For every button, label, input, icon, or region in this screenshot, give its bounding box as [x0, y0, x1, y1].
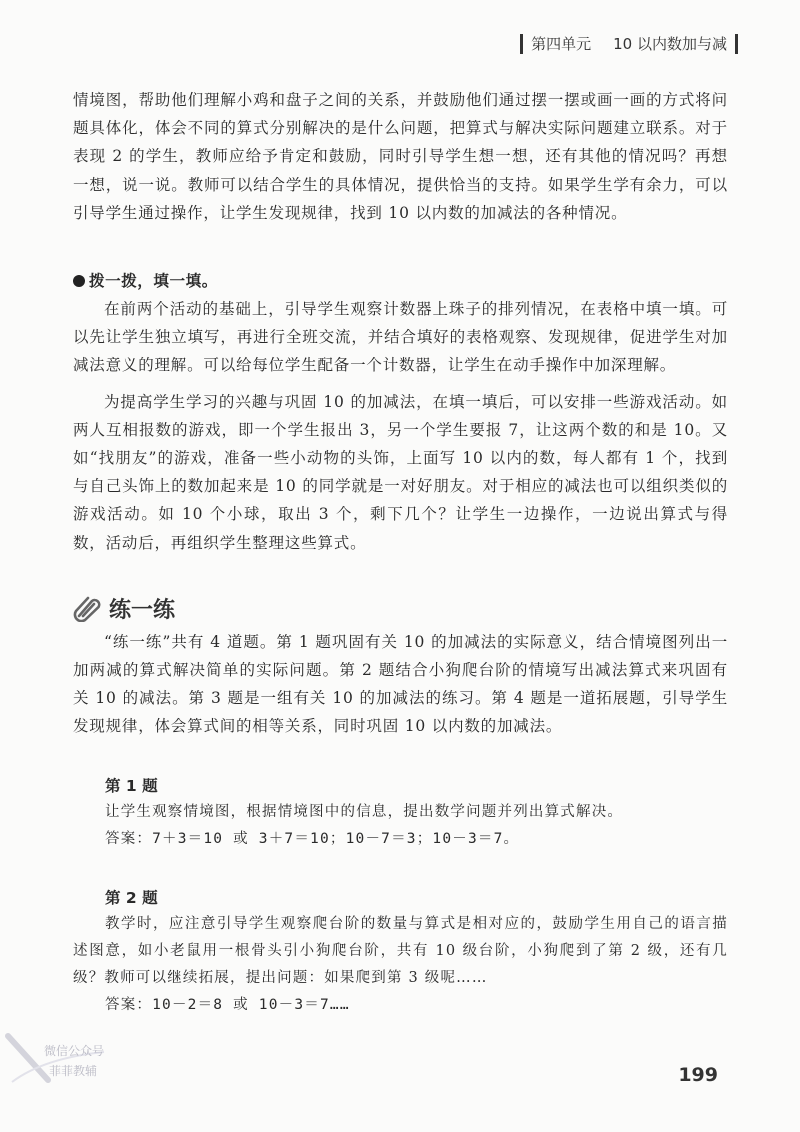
watermark-line-2: 菲菲教辅	[49, 1064, 98, 1078]
activity-heading	[73, 267, 728, 295]
question-1-text: 让学生观察情境图，根据情境图中的信息，提出数学问题并列出算式解决。	[105, 803, 624, 820]
header-bar-right	[735, 34, 738, 54]
header-unit: 第四单元	[531, 35, 592, 53]
page-number: 199	[678, 1064, 718, 1086]
practice-intro: “练一练”共有 4 道题。第 1 题巩固有关 10 的加减法的实际意义，结合情境图列出一加两减的算式解决简单的实际问题。第 2 题结合小狗爬台阶的情境写出减法算式来巩固有关 10 的减法。第 3 题是一组有关 10 的加减法的练习。第 4 题是一道拓展题，引导学生发现规律，体会算式间的相等关系，同时巩固 10 以内数的加减法。	[73, 632, 728, 736]
page-content	[73, 86, 728, 1019]
practice-title: 练一练	[109, 597, 176, 623]
question-1-answer: 答案：7＋3＝10 或 3＋7＝10；10－7＝3；10－3＝7。	[105, 830, 520, 847]
intro-paragraph: 情境图，帮助他们理解小鸡和盘子之间的关系，并鼓励他们通过摆一摆或画一画的方式将问题具体化，体会不同的算式分别解决的是什么问题，把算式与解决实际问题建立联系。对于表现 2 的学生，教师应给予肯定和鼓励，同时引导学生想一想，还有其他的情况吗？再想一想，说一说。教师可以结合学生的具体情况，提供恰当的支持。如果学生学有余力，可以引导学生通过操作，让学生发现规律，找到 10 以内数的加减法的各种情况。	[73, 91, 728, 222]
header-bar-left	[520, 34, 523, 54]
watermark-line-1: 微信公众号	[44, 1044, 105, 1058]
header-title: 10 以内数加与减	[613, 35, 727, 53]
running-header	[520, 33, 738, 54]
bullet-dot-icon	[73, 275, 85, 287]
practice-heading	[73, 593, 728, 624]
question-2-text: 教学时，应注意引导学生观察爬台阶的数量与算式是相对应的，鼓励学生用自己的语言描述图意，如小老鼠用一根骨头引小狗爬台阶，共有 10 级台阶，小狗爬到了第 2 级，还有几级？教师可以继续拓展，提出问题：如果爬到第 3 级呢……	[73, 915, 728, 986]
watermark	[4, 1022, 122, 1092]
question-2-answer: 答案：10－2＝8 或 10－3＝7……	[105, 996, 350, 1013]
activity-paragraph-2: 为提高学生学习的兴趣与巩固 10 的加减法，在填一填后，可以安排一些游戏活动。如两人互相报数的游戏，即一个学生报出 3，另一个学生要报 7，让这两个数的和是 10。又如“找朋友”的游戏，准备一些小动物的头饰，上面写 10 以内的数，每人都有 1 个，找到与自己头饰上的数加起来是 10 的同学就是一对好朋友。对于相应的减法也可以组织类似的游戏活动。如 10 个小球，取出 3 个，剩下几个？让学生一边操作，一边说出算式与得数，活动后，再组织学生整理这些算式。	[73, 392, 728, 552]
question-2-title: 第 2 题	[105, 888, 158, 907]
activity-title: 拨一拨，填一填。	[89, 272, 218, 291]
question-1-title: 第 1 题	[105, 776, 158, 795]
activity-paragraph-1: 在前两个活动的基础上，引导学生观察计数器上珠子的排列情况，在表格中填一填。可以先让学生独立填写，再进行全班交流，并结合填好的表格观察、发现规律，促进学生对加减法意义的理解。可以给每位学生配备一个计数器，让学生在动手操作中加深理解。	[73, 300, 728, 375]
paperclip-icon	[73, 594, 103, 622]
